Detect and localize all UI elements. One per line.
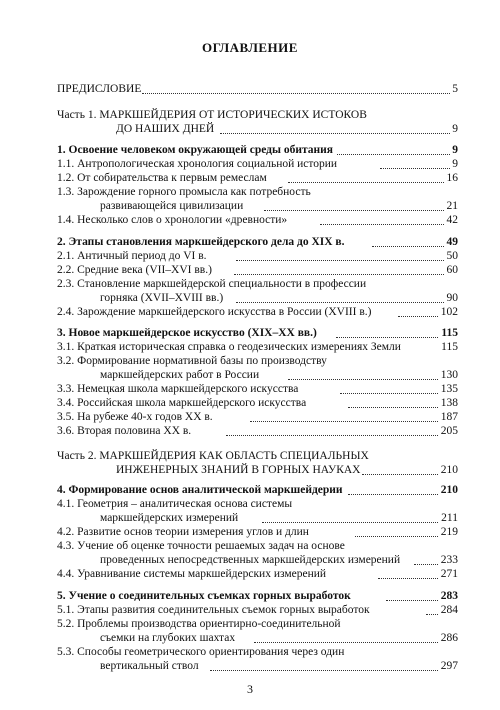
toc-entry-s4-4 — [0, 567, 500, 581]
toc-page-number: 205 — [440, 425, 458, 437]
toc-entry-text: проведенных непосредственных маркшейдерских измерений — [100, 554, 401, 566]
toc-entry-text: 2.1. Античный период до VI в. — [57, 250, 207, 262]
toc-page-number: 284 — [440, 604, 458, 616]
toc-entry-s4-3 — [0, 553, 500, 567]
toc-page-number: 90 — [446, 292, 458, 304]
toc-entry-text: 3.5. На рубеже 40-х годов XX в. — [57, 411, 213, 423]
toc-entry-s3-1 — [0, 340, 500, 354]
leader-dots — [336, 337, 438, 338]
toc-entry-text: Часть 1. МАРКШЕЙДЕРИЯ ОТ ИСТОРИЧЕСКИХ ИСТОКОВ — [57, 109, 367, 121]
toc-entry-s3-2 — [0, 368, 500, 382]
toc-entry-continued — [0, 354, 500, 368]
leader-dots — [262, 522, 438, 523]
toc-entry-text: 5. Учение о соединительных съемках горных выработок — [57, 590, 351, 602]
leader-dots — [320, 224, 444, 225]
toc-entry-text: 1.2. От собирательства к первым ремеслам — [57, 172, 267, 184]
leader-dots — [348, 407, 438, 408]
toc-page-number: 211 — [441, 512, 458, 524]
leader-dots — [254, 642, 438, 643]
toc-page-number: 271 — [440, 568, 458, 580]
toc-entry-text: 2.3. Становление маркшейдерской специальности в профессии — [57, 278, 367, 290]
toc-entry-text: 5.2. Проблемы производства ориентирно-соединительной — [57, 618, 341, 630]
leader-dots — [378, 578, 438, 579]
toc-entry-s2-2 — [0, 263, 500, 277]
toc-page-number: 102 — [440, 306, 458, 318]
toc-page-number: 135 — [440, 383, 458, 395]
toc-page-number: 297 — [440, 660, 458, 672]
toc-entry-ch4 — [0, 483, 500, 497]
toc-page-number: 9 — [452, 158, 458, 170]
toc-entry-s3-3 — [0, 382, 500, 396]
toc-entry-text: 5.1. Этапы развития соединительных съемок горных выработок — [57, 604, 370, 616]
leader-dots — [414, 564, 438, 565]
leader-dots — [386, 600, 438, 601]
toc-entry-ch2 — [0, 235, 500, 249]
toc-entry-text: маркшейдерских измерений — [100, 512, 239, 524]
toc-page-number: 60 — [446, 264, 458, 276]
toc-entry-text: 3. Новое маркшейдерское искусство (XIX–XX вв.) — [57, 327, 317, 339]
leader-dots — [288, 182, 444, 183]
toc-entry-s3-4 — [0, 396, 500, 410]
toc-entry-text: горняка (XVII–XVIII вв.) — [100, 292, 224, 304]
toc-entry-ch1 — [0, 143, 500, 157]
toc-entry-s2-3 — [0, 291, 500, 305]
toc-page-number: 233 — [440, 554, 458, 566]
toc-entry-s1-1 — [0, 157, 500, 171]
leader-dots — [398, 316, 438, 317]
toc-entry-preface — [0, 82, 500, 96]
toc-entry-s3-5 — [0, 410, 500, 424]
toc-entry-text: 1. Освоение человеком окружающей среды обитания — [57, 144, 333, 156]
toc-entry-continued — [0, 185, 500, 199]
toc-page-number: 115 — [441, 327, 458, 339]
toc-entry-text: 2.2. Средние века (VII–XVI вв.) — [57, 264, 212, 276]
toc-page-number: 49 — [446, 236, 458, 248]
toc-page-number: 21 — [446, 200, 458, 212]
toc-page-number: 138 — [440, 397, 458, 409]
toc-part-heading — [0, 108, 500, 122]
toc-entry-text: 4.1. Геометрия – аналитическая основа системы — [57, 498, 293, 510]
toc-entry-text: ИНЖЕНЕРНЫХ ЗНАНИЙ В ГОРНЫХ НАУКАХ — [116, 464, 361, 476]
toc-entry-s2-4 — [0, 305, 500, 319]
leader-dots — [210, 670, 438, 671]
leader-dots — [362, 474, 438, 475]
toc-page-number: 115 — [441, 341, 458, 353]
page-number: 3 — [247, 682, 253, 696]
toc-entry-part2 — [0, 463, 500, 477]
leader-dots — [288, 379, 438, 380]
toc-entry-text: 3.1. Краткая историческая справка о геодезических измерениях Земли — [57, 341, 401, 353]
toc-entry-ch5 — [0, 589, 500, 603]
toc-entry-text: 4.2. Развитие основ теории измерения углов и длин — [57, 526, 309, 538]
leader-dots — [340, 393, 438, 394]
toc-entry-s2-1 — [0, 249, 500, 263]
leader-dots — [372, 246, 444, 247]
toc-entry-text: 4. Формирование основ аналитической маркшейдерии — [57, 484, 343, 496]
toc-entry-text: вертикальный ствол — [100, 660, 199, 672]
leader-dots — [337, 154, 450, 155]
toc-page-number: 210 — [440, 464, 458, 476]
toc-entry-text: 1.4. Несколько слов о хронологии «древности» — [57, 214, 288, 226]
toc-entry-text: ПРЕДИСЛОВИЕ — [57, 83, 142, 95]
toc-entry-continued — [0, 497, 500, 511]
toc-entry-text: 5.3. Способы геометрического ориентирования через один — [57, 646, 345, 658]
toc-entry-s4-1 — [0, 511, 500, 525]
toc-page-number: 9 — [452, 123, 458, 135]
toc-entry-s4-2 — [0, 525, 500, 539]
toc-page-number: 9 — [452, 144, 458, 156]
toc-page-number: 219 — [440, 526, 458, 538]
leader-dots — [426, 614, 438, 615]
leader-dots — [380, 168, 450, 169]
leader-dots — [236, 260, 444, 261]
toc-page-number: 283 — [440, 590, 458, 602]
toc-entry-s5-1 — [0, 603, 500, 617]
toc-entry-text: маркшейдерских работ в России — [100, 369, 260, 381]
toc-entry-text: ДО НАШИХ ДНЕЙ — [116, 123, 215, 135]
toc-entry-text: Часть 2. МАРКШЕЙДЕРИЯ КАК ОБЛАСТЬ СПЕЦИАЛЬНЫХ — [57, 450, 369, 462]
leader-dots — [142, 93, 450, 94]
toc-page-number: 5 — [452, 83, 458, 95]
toc-entry-s1-3 — [0, 199, 500, 213]
leader-dots — [348, 494, 438, 495]
leader-dots — [250, 421, 438, 422]
toc-entry-s5-2 — [0, 631, 500, 645]
toc-entry-s3-6 — [0, 424, 500, 438]
toc-entry-text: 2.4. Зарождение маркшейдерского искусства в России (XVIII в.) — [57, 306, 372, 318]
toc-page-number: 16 — [446, 172, 458, 184]
leader-dots — [226, 435, 438, 436]
toc-entry-text: развивающейся цивилизации — [100, 200, 244, 212]
toc-page-number: 50 — [446, 250, 458, 262]
toc-entry-continued — [0, 539, 500, 553]
toc-entry-s5-3 — [0, 659, 500, 673]
toc-page-number: 42 — [446, 214, 458, 226]
toc-page-number: 210 — [440, 484, 458, 496]
toc-entry-text: съемки на глубоких шахтах — [100, 632, 236, 644]
leader-dots — [236, 302, 444, 303]
toc-entry-text: 3.4. Российская школа маркшейдерского искусства — [57, 397, 307, 409]
leader-dots — [220, 133, 450, 134]
toc-entry-text: 3.2. Формирование нормативной базы по производству — [57, 355, 327, 367]
toc-entry-text: 2. Этапы становления маркшейдерского дела до XIX в. — [57, 236, 345, 248]
toc-entry-text: 4.3. Учение об оценке точности решаемых задач на основе — [57, 540, 345, 552]
toc-entry-text: 3.6. Вторая половина XX в. — [57, 425, 192, 437]
toc-entry-continued — [0, 645, 500, 659]
toc-entry-continued — [0, 617, 500, 631]
toc-entry-s1-4 — [0, 213, 500, 227]
leader-dots — [355, 536, 438, 537]
toc-entry-part1 — [0, 122, 500, 136]
toc-entry-continued — [0, 277, 500, 291]
toc-page-number: 130 — [440, 369, 458, 381]
toc-entry-ch3 — [0, 326, 500, 340]
toc-entry-text: 3.3. Немецкая школа маркшейдерского искусства — [57, 383, 299, 395]
toc-entry-text: 4.4. Уравнивание системы маркшейдерских измерений — [57, 568, 327, 580]
leader-dots — [264, 210, 444, 211]
toc-page-number: 187 — [440, 411, 458, 423]
leader-dots — [234, 274, 444, 275]
toc-entry-text: 1.1. Антропологическая хронология социальной истории — [57, 158, 338, 170]
page-title: ОГЛАВЛЕНИЕ — [202, 40, 298, 55]
toc-entry-text: 1.3. Зарождение горного промысла как потребность — [57, 186, 311, 198]
toc-page-number: 286 — [440, 632, 458, 644]
toc-part-heading — [0, 449, 500, 463]
toc-entry-s1-2 — [0, 171, 500, 185]
